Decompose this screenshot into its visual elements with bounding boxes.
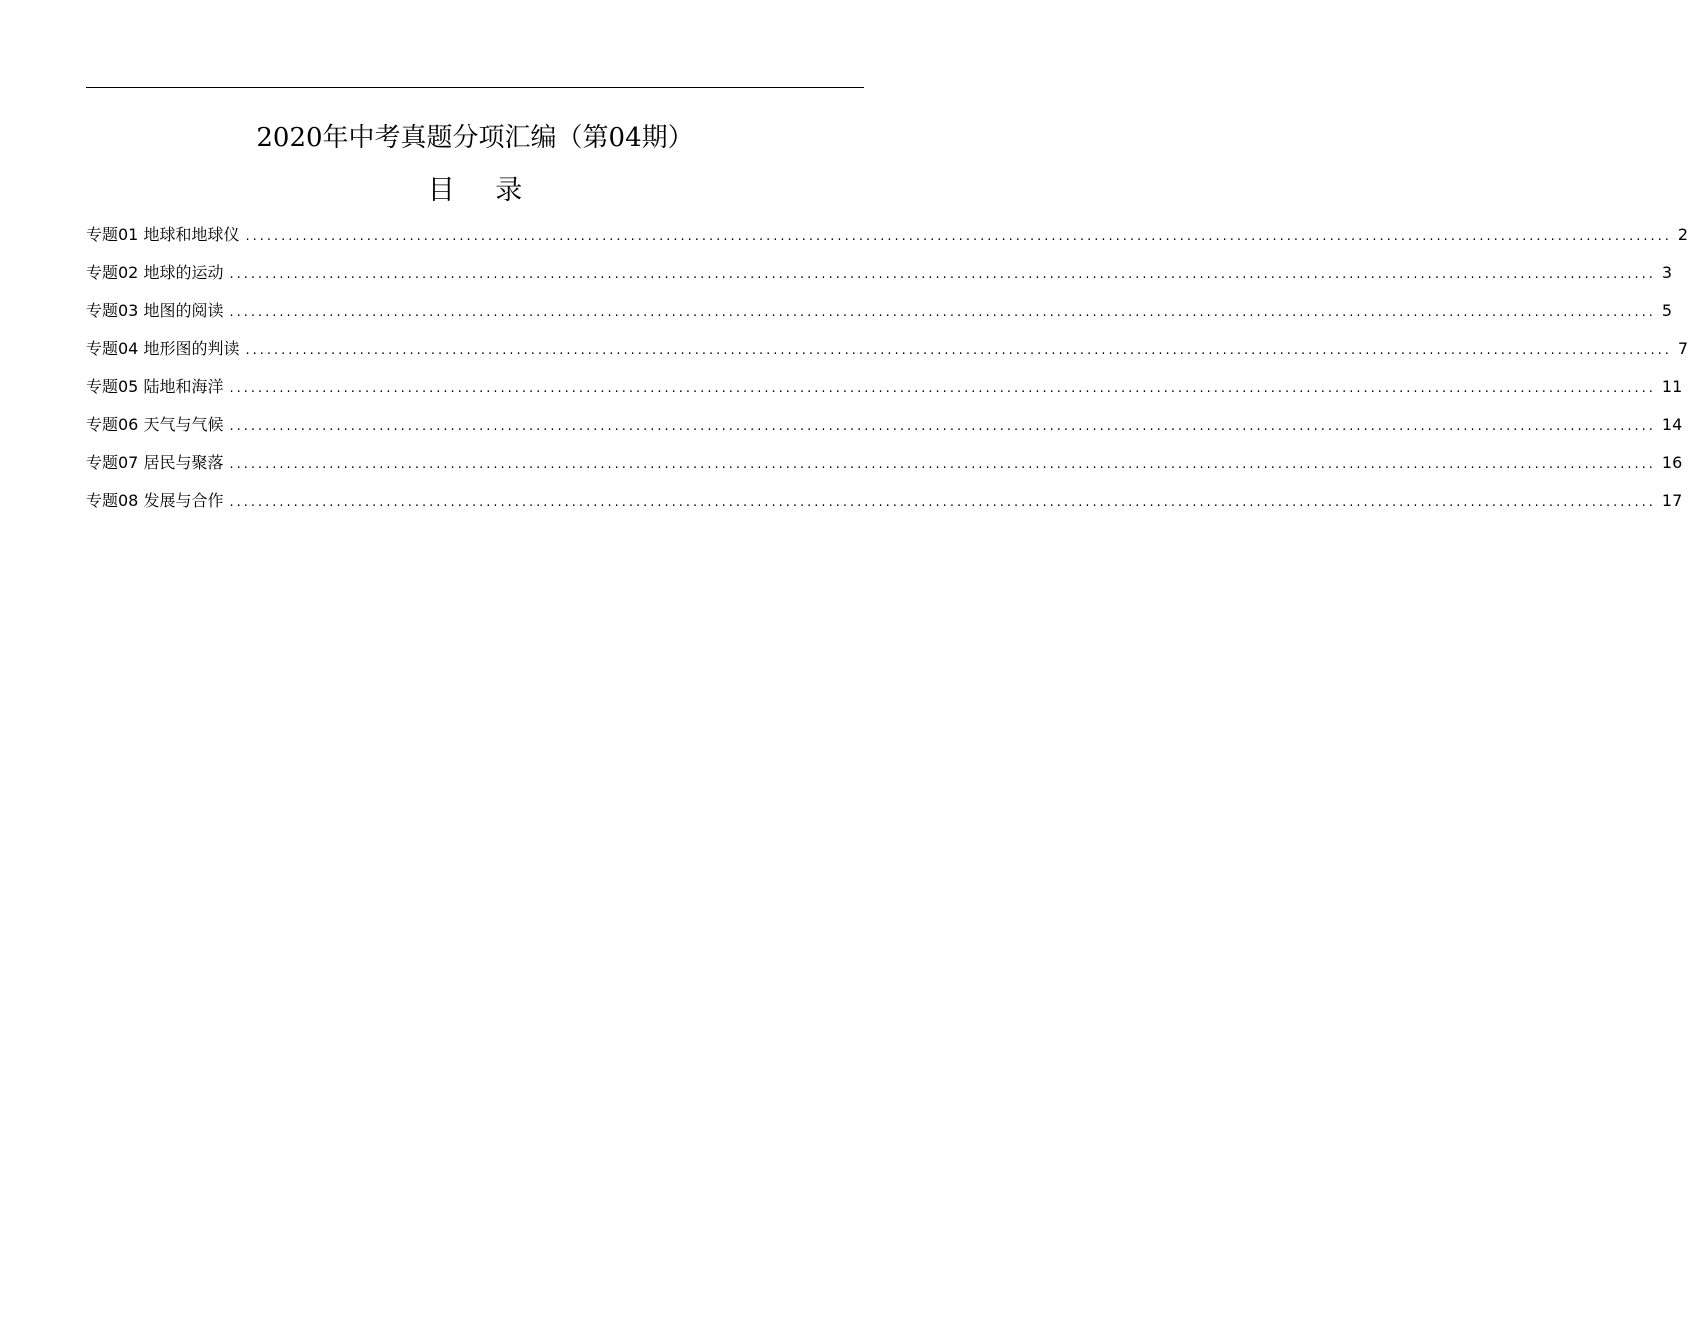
toc-entry-08[interactable] [86,486,1683,524]
toc-entry-06[interactable] [86,410,1683,448]
document-title: 2020年中考真题分项汇编（第04期） [256,123,694,153]
toc-entry-04[interactable] [86,334,1688,372]
dot-leader: ........................................................................................................................................................................................................ [245,343,1672,358]
toc-entry-label: 专题06 天气与气候 [86,415,224,434]
toc-entry-label: 专题03 地图的阅读 [86,301,224,320]
toc-entry-page: 11 [1661,377,1683,396]
toc-entry-label: 专题02 地球的运动 [86,263,224,282]
dot-leader: ........................................................................................................................................................................................................ [245,229,1672,244]
dot-leader: ........................................................................................................................................................................................................ [229,419,1656,434]
toc-heading: 目 录 [427,175,539,206]
toc-entry-07[interactable] [86,448,1683,486]
toc-entry-label: 专题01 地球和地球仪 [86,225,240,244]
header-rule [86,87,864,88]
dot-leader: ........................................................................................................................................................................................................ [229,267,1656,282]
toc-entry-page: 14 [1661,415,1683,434]
toc-entry-page: 7 [1677,339,1688,358]
dot-leader: ........................................................................................................................................................................................................ [229,381,1656,396]
dot-leader: ........................................................................................................................................................................................................ [229,305,1656,320]
toc-entry-page: 16 [1661,453,1683,472]
dot-leader: ........................................................................................................................................................................................................ [229,457,1656,472]
toc-entry-03[interactable] [86,296,1673,334]
toc-entry-page: 5 [1661,301,1673,320]
toc-entry-05[interactable] [86,372,1683,410]
toc-entry-page: 3 [1661,263,1673,282]
toc-entry-label: 专题04 地形图的判读 [86,339,240,358]
toc-entry-page: 2 [1677,225,1688,244]
dot-leader: ........................................................................................................................................................................................................ [229,495,1656,510]
toc-entry-page: 17 [1661,491,1683,510]
toc-entry-label: 专题05 陆地和海洋 [86,377,224,396]
toc-entry-02[interactable] [86,258,1673,296]
toc-entry-01[interactable] [86,220,1688,258]
table-of-contents [86,220,1688,524]
toc-entry-label: 专题08 发展与合作 [86,491,224,510]
toc-entry-label: 专题07 居民与聚落 [86,453,224,472]
